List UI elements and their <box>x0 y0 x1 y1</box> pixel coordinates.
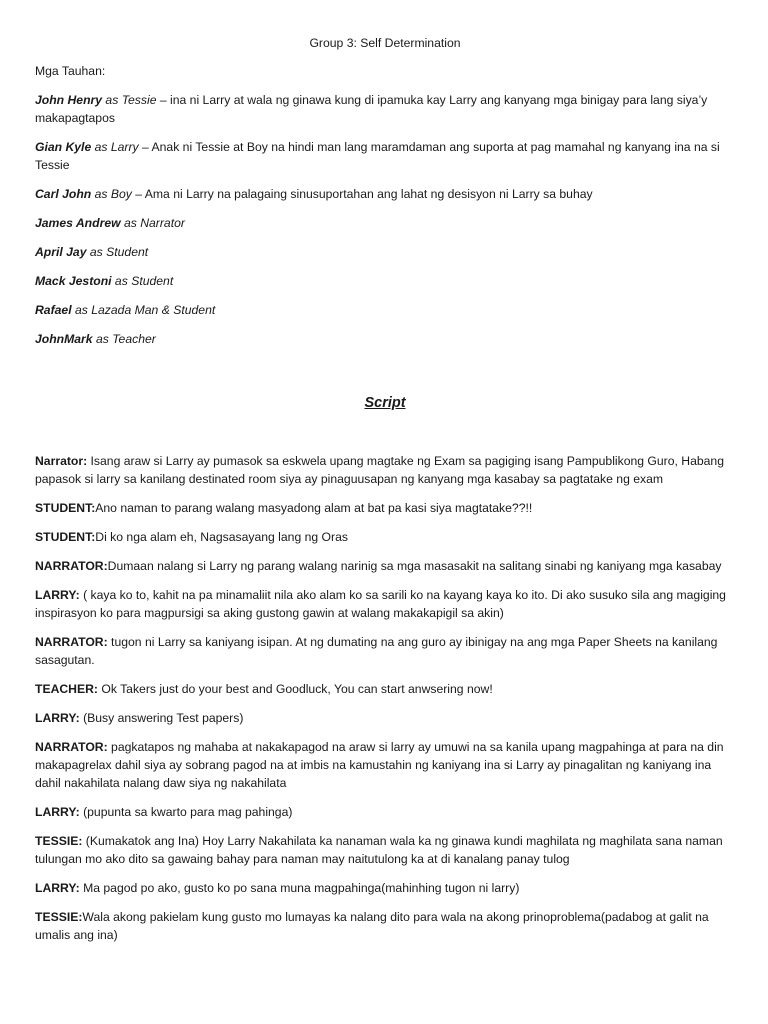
cast-item <box>35 272 735 290</box>
cast-list <box>35 91 735 348</box>
cast-item <box>35 185 735 203</box>
speaker: STUDENT: <box>35 530 96 544</box>
line-text: Dumaan nalang si Larry ng parang walang narinig sa mga masasakit na salitang sinabi ng kaniyang mga kasabay <box>107 559 722 573</box>
script-line <box>35 499 735 517</box>
script-line <box>35 557 735 575</box>
cast-item <box>35 301 735 319</box>
line-text: Ano naman to parang walang masyadong alam at bat pa kasi siya magtatake??!! <box>95 501 533 515</box>
line-text: Isang araw si Larry ay pumasok sa eskwela upang magtake ng Exam sa pagiging isang Pampublikong Guro, Habang papasok si larry sa kanilang destinated room siya ay pinaguusapan ng kanyang mga kasabay sa pagtatake ng exam <box>35 454 724 486</box>
speaker: LARRY: <box>35 588 80 602</box>
cast-actor: John Henry <box>35 93 103 107</box>
line-text: Wala akong pakielam kung gusto mo lumayas ka nalang dito para wala na akong prinoproblema(padabog at galit na umalis ang ina) <box>35 910 709 942</box>
script-line <box>35 633 735 669</box>
line-text: Di ko nga alam eh, Nagsasayang lang ng Oras <box>95 530 348 544</box>
speaker: TESSIE: <box>35 910 83 924</box>
cast-desc: – Ama ni Larry na palagaing sinusuportahan ang lahat ng desisyon ni Larry sa buhay <box>131 187 593 201</box>
speaker: TEACHER: <box>35 682 98 696</box>
cast-actor: Rafael <box>35 303 72 317</box>
line-text: (Busy answering Test papers) <box>79 711 244 725</box>
speaker: LARRY: <box>35 711 80 725</box>
cast-item <box>35 91 735 127</box>
script-line <box>35 528 735 546</box>
script-line <box>35 908 735 944</box>
cast-actor: Gian Kyle <box>35 140 92 154</box>
cast-actor: JohnMark <box>35 332 93 346</box>
cast-actor: James Andrew <box>35 216 121 230</box>
document-title: Group 3: Self Determination <box>309 36 461 50</box>
cast-heading: Mga Tauhan: <box>35 64 106 78</box>
script-line <box>35 452 735 488</box>
script-line <box>35 586 735 622</box>
script-title: Script <box>364 395 406 411</box>
cast-desc: – Anak ni Tessie at Boy na hindi man lang maramdaman ang suporta at pag mamahal ng kanyang ina na si Tessie <box>35 140 720 172</box>
cast-role: as Narrator <box>120 216 185 230</box>
script-line <box>35 832 735 868</box>
cast-role: as Student <box>86 245 149 259</box>
cast-item <box>35 138 735 174</box>
speaker: STUDENT: <box>35 501 96 515</box>
speaker: Narrator: <box>35 454 88 468</box>
script-lines <box>35 452 735 944</box>
line-text: Ma pagod po ako, gusto ko po sana muna magpahinga(mahinhing tugon ni larry) <box>79 881 520 895</box>
line-text: (Kumakatok ang Ina) Hoy Larry Nakahilata ka nanaman wala ka ng ginawa kundi maghilata ng maghilata sana naman tulungan mo ako dito sa gawaing bahay para naman may naitutulong ka at di kanalang panay tulog <box>35 834 723 866</box>
line-text: tugon ni Larry sa kaniyang isipan. At ng dumating na ang guro ay ibinigay na ang mga Paper Sheets na kanilang sasagutan. <box>35 635 718 667</box>
speaker: NARRATOR: <box>35 635 108 649</box>
cast-item <box>35 330 735 348</box>
script-line <box>35 738 735 792</box>
speaker: LARRY: <box>35 881 80 895</box>
cast-role: as Teacher <box>92 332 156 346</box>
cast-actor: April Jay <box>35 245 87 259</box>
cast-actor: Mack Jestoni <box>35 274 112 288</box>
line-text: pagkatapos ng mahaba at nakakapagod na araw si larry ay umuwi na sa kanila upang magpahinga at para na din makapagrelax dahil siya ay sobrang pagod na at imbis na kamustahin ng kaniyang ina si Larry ay pinagalitan ng kaniyang ina dahil nakahilata nalang daw siya ng nakahilata <box>35 740 724 790</box>
script-line <box>35 879 735 897</box>
cast-desc: – ina ni Larry at wala ng ginawa kung di ipamuka kay Larry ang kanyang mga binigay para lang siya’y makapagtapos <box>35 93 708 125</box>
speaker: LARRY: <box>35 805 80 819</box>
line-text: Ok Takers just do your best and Goodluck, You can start anwsering now! <box>97 682 493 696</box>
script-line <box>35 680 735 698</box>
cast-role: as Larry <box>91 140 139 154</box>
speaker: NARRATOR: <box>35 559 108 573</box>
cast-role: as Boy <box>91 187 132 201</box>
cast-role: as Lazada Man & Student <box>71 303 216 317</box>
cast-role: as Tessie <box>102 93 157 107</box>
cast-role: as Student <box>111 274 174 288</box>
speaker: TESSIE: <box>35 834 83 848</box>
document-page <box>35 34 735 955</box>
cast-item <box>35 214 735 232</box>
script-line <box>35 709 735 727</box>
cast-item <box>35 243 735 261</box>
cast-actor: Carl John <box>35 187 92 201</box>
script-line <box>35 803 735 821</box>
speaker: NARRATOR: <box>35 740 108 754</box>
line-text: (pupunta sa kwarto para mag pahinga) <box>79 805 293 819</box>
line-text: ( kaya ko to, kahit na pa minamaliit nila ako alam ko sa sarili ko na kayang kaya ko ito. Di ako susuko sila ang magiging inspirasyon ko para magpursigi sa aking gustong gawin at walang makakapigil sa akin) <box>35 588 726 620</box>
